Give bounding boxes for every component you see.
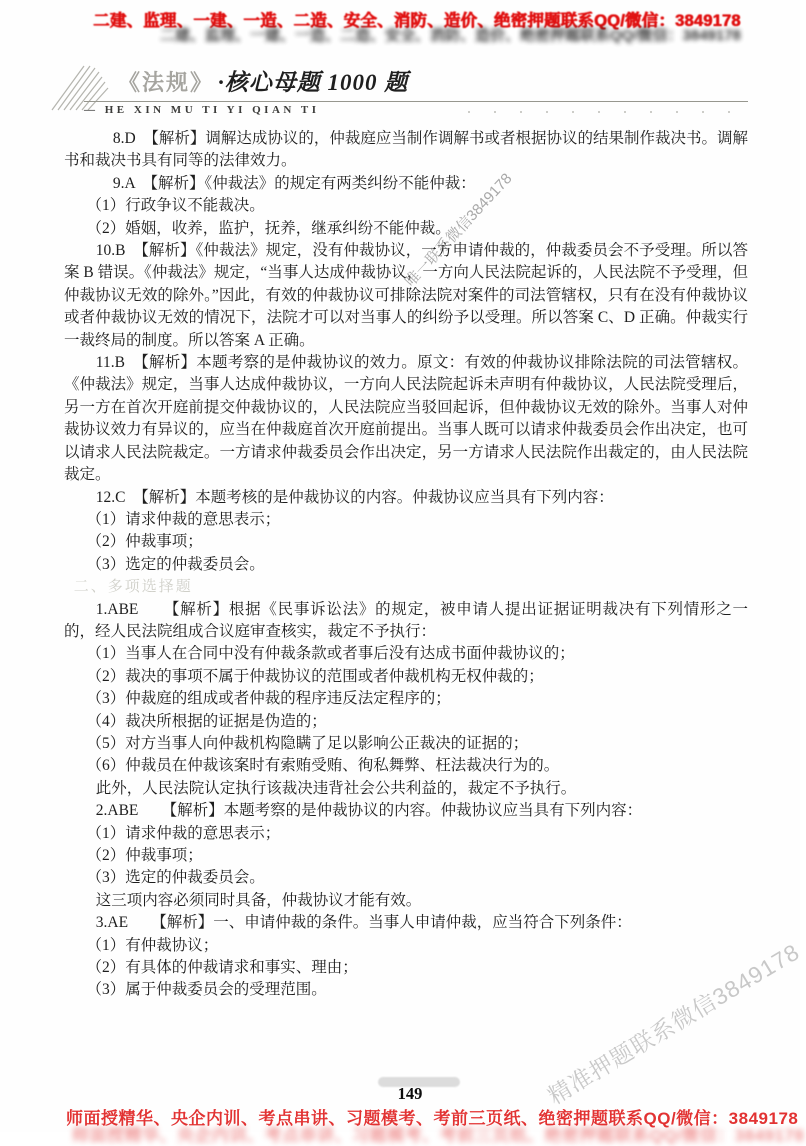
paragraph: （3）选定的仲裁委员会。 [86,869,265,887]
pinyin-subtitle: — HE XIN MU TI YI QIAN TI [84,104,320,116]
paragraph: （2）裁决的事项不属于仲裁协议的范围或者仲裁机构无权仲裁的； [86,667,544,685]
watermark-bottom-right: 精准押题联系微信3849178 [543,938,805,1110]
watermark-middle: 唯一联系微信3849178 [401,170,516,291]
paragraph: （1）行政争议不能裁决。 [86,197,265,215]
top-promo-banner-ghost: 二建、监理、一建、一造、二造、安全、消防、造价、绝密押题联系QQ/微信：3849178 [160,27,741,44]
paragraph: （6）仲裁员在仲裁该案时有索贿受贿、徇私舞弊、枉法裁决行为的。 [86,757,560,775]
paragraph: 11.B 【解析】本题考察的是仲裁协议的效力。原文：有效的仲裁协议排除法院的司法管辖权。《仲裁法》规定，当事人达成仲裁协议，一方向人民法院起诉未声明有仲裁协议，人民法院受理后，另一方在首次开庭前提交仲裁协议的，人民法院应当驳回起诉，但仲裁协议无效的除外。当事人对仲裁协议效力有异议的，应当在仲裁庭首次开庭前提出。当事人既可以请求仲裁委员会作出决定，也可以请求人民法院裁定。一方请求仲裁委员会作出决定，另一方请求人民法院作出裁定的，由人民法院裁定。 [64,354,748,484]
paragraph: 1.ABE 【解析】根据《民事诉讼法》的规定，被申请人提出证据证明裁决有下列情形之一的，经人民法院组成合议庭审查核实，裁定不予执行： [64,600,748,640]
paragraph: （1）请求仲裁的意思表示； [86,510,281,528]
paragraph: 此外，人民法院认定执行该裁决违背社会公共利益的，裁定不予执行。 [95,779,577,797]
paragraph: （4）裁决所根据的证据是伪造的； [86,712,327,730]
series-title: 《法规》 [118,70,215,95]
header-title-row [118,64,408,97]
book-title: ·核心母题 1000 题 [218,70,409,95]
page-number: 149 [397,1084,423,1103]
paragraph: 2.ABE 【解析】本题考察的是仲裁协议的内容。仲裁协议应当具有下列内容： [95,802,643,820]
paragraph: （2）婚姻，收养，监护，抚养，继承纠纷不能仲裁。 [86,219,451,237]
header-rule [84,101,748,102]
paragraph: （2）仲裁事项； [86,533,203,551]
footer-promo-ghost: 师面授精华、央企内训、考点串讲、习题模考、考前三页纸、绝密押题联系QQ/微信：3849178 [72,1126,805,1145]
paragraph: （5）对方当事人向仲裁机构隐瞒了足以影响公正裁决的证据的； [86,734,529,752]
paragraph: （2）仲裁事项； [86,847,203,864]
paragraph: （2）有具体的仲裁请求和事实、理由； [86,959,358,977]
top-promo-banner: 二建、监理、一建、一造、二造、安全、消防、造价、绝密押题联系QQ/微信：3849178 [93,12,741,30]
paragraph: 8.D 【解析】调解达成协议的，仲裁庭应当制作调解书或者根据协议的结果制作裁决书。调解书和裁决书具有同等的法律效力。 [64,130,748,170]
paragraph: （1）当事人在合同中没有仲裁条款或者事后没有达成书面仲裁协议的； [86,645,575,663]
footer-promo-text: 师面授精华、央企内训、考点串讲、习题模考、考前三页纸、绝密押题联系QQ/微信：3849178 [66,1109,799,1128]
paragraph: 9.A 【解析】《仲裁法》的规定有两类纠纷不能仲裁： [112,174,476,192]
paragraph: （1）请求仲裁的意思表示； [86,824,281,842]
paragraph: （3）属于仲裁委员会的受理范围。 [86,981,327,999]
answer-explanations [64,128,748,1002]
paragraph: 这三项内容必须同时具备，仲裁协议才能有效。 [95,891,422,909]
paragraph: 12.C 【解析】本题考核的是仲裁协议的内容。仲裁协议应当具有下列内容： [95,488,614,506]
header-dotted-line [468,111,748,113]
section-heading: 二、多项选择题 [73,578,193,596]
paragraph: （1）有仲裁协议； [86,936,219,954]
paragraph: （3）选定的仲裁委员会。 [86,555,265,573]
paragraph: 10.B 【解析】《仲裁法》规定，没有仲裁协议，一方申请仲裁的，仲裁委员会不予受理。所以答案 B 错误。《仲裁法》规定，“当事人达成仲裁协议，一方向人民法院起诉的，人民法院不予受理，但仲裁协议无效的除外。”因此，有效的仲裁协议可排除法院对案件的司法管辖权，只有在没有仲裁协议或者仲裁协议无效的情况下，法院才可以对当事人的纠纷予以受理。所以答案 C、D 正确。仲裁实行一裁终局的制度。所以答案 A 正确。 [64,242,748,349]
paragraph: （3）仲裁庭的组成或者仲裁的程序违反法定程序的； [86,690,451,708]
paragraph: 3.AE 【解析】一、申请仲裁的条件。当事人申请仲裁，应当符合下列条件： [95,914,632,932]
